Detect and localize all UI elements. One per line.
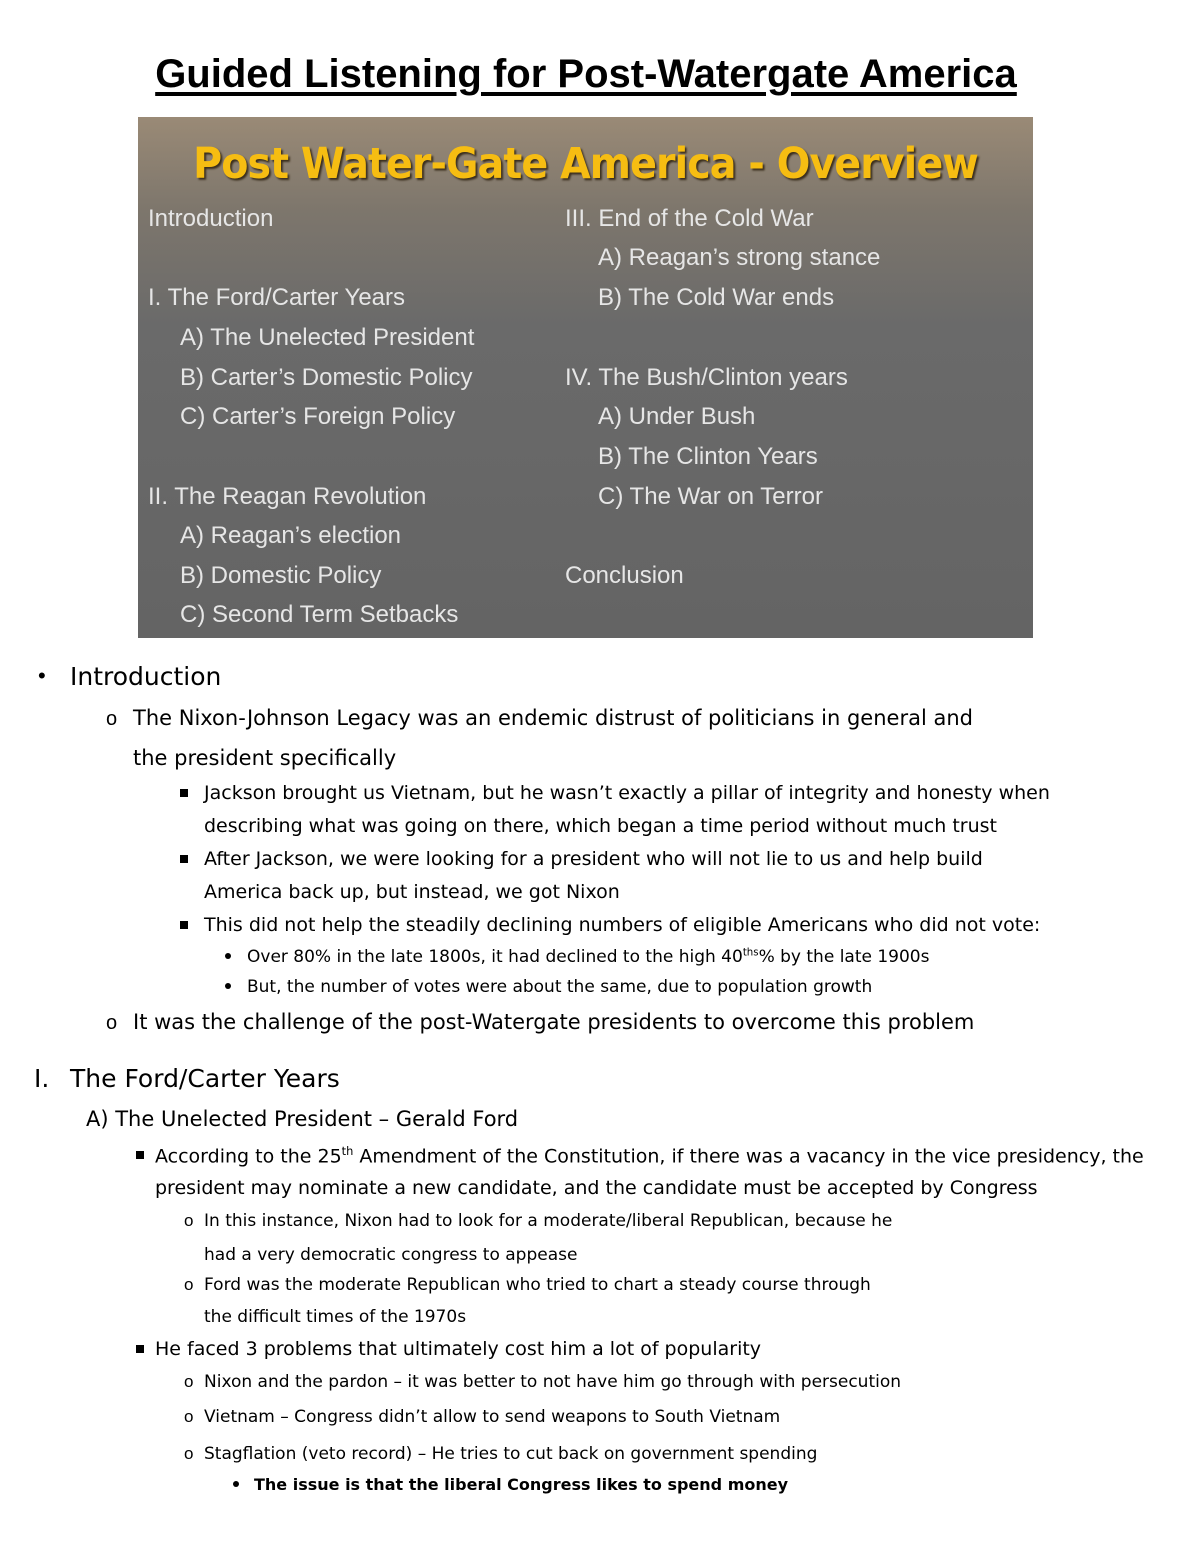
intro-detail-line: But, the number of votes were about the same, due to population growth [247,977,873,997]
section-detail-line: The issue is that the liberal Congress likes to spend money [254,1475,789,1494]
slide-right-item: A) Under Bush [598,403,756,430]
intro-point-line: The Nixon-Johnson Legacy was an endemic distrust of politicians in general and [133,706,973,730]
bullet-square-icon [180,921,188,929]
section-point-line: president may nominate a new candidate, and the candidate must be accepted by Congress [155,1177,1038,1199]
intro-detail-line: Over 80% in the late 1800s, it had declined to the high $40^{ths}\%$ by the late 1900s [247,947,930,967]
bullet-dot-icon [225,953,231,959]
slide-right-item: IV. The Bush/Clinton years [565,364,848,391]
slide-heading: Post Water-Gate America - Overview [193,139,978,189]
slide-left-item: B) Domestic Policy [180,562,382,589]
section-detail-line: In this instance, Nixon had to look for a moderate/liberal Republican, because he [204,1211,893,1231]
bullet-circle-icon: o [184,1372,194,1391]
slide-right-item: B) The Clinton Years [598,443,818,470]
slide-right-item: B) The Cold War ends [598,284,835,311]
slide-left-item: Introduction [148,205,274,232]
section-detail-line: Vietnam – Congress didn’t allow to send weapons to South Vietnam [204,1407,781,1427]
overview-slide-image [138,117,1033,638]
bullet-square-icon [136,1151,144,1159]
section-heading: The Ford/Carter Years [70,1064,340,1093]
section-detail-line: Nixon and the pardon – it was better to not have him go through with persecution [204,1372,902,1392]
slide-left-item: C) Second Term Setbacks [180,601,459,628]
intro-subpoint-line: describing what was going on there, which began a time period without much trust [204,815,997,837]
intro-point-line: It was the challenge of the post-Watergate presidents to overcome this problem [133,1010,975,1034]
intro-point-line: the president specifically [133,746,397,770]
slide-right-item: C) The War on Terror [598,483,823,510]
bullet-dot-icon [233,1481,239,1487]
section-point-line: According to the 25th Amendment of the Constitution, if there was a vacancy in the vice presidency, the [155,1144,1144,1168]
slide-right-item: A) Reagan’s strong stance [598,244,881,271]
bullet-square-icon [180,855,188,863]
document-title: Guided Listening for Post-Watergate America [155,52,1017,96]
bullet-dot-icon: • [38,663,46,688]
bullet-circle-icon: o [184,1211,194,1230]
slide-left-item: C) Carter’s Foreign Policy [180,403,456,430]
slide-left-item: II. The Reagan Revolution [148,483,427,510]
bullet-square-icon [180,789,188,797]
section-point-line: He faced 3 problems that ultimately cost him a lot of popularity [155,1338,762,1360]
section-detail-line: had a very democratic congress to appease [204,1245,578,1265]
bullet-circle-icon: o [106,1012,118,1034]
slide-right-item: III. End of the Cold War [565,205,814,232]
bullet-circle-icon: o [184,1407,194,1426]
section-detail-line: the difficult times of the 1970s [204,1307,467,1327]
bullet-circle-icon: o [184,1275,194,1294]
intro-subpoint-line: America back up, but instead, we got Nixon [204,881,620,903]
section-detail-line: Stagflation (veto record) – He tries to cut back on government spending [204,1444,818,1464]
bullet-circle-icon: o [106,708,118,730]
slide-left-item: I. The Ford/Carter Years [148,284,406,311]
intro-subpoint-line: Jackson brought us Vietnam, but he wasn’t exactly a pillar of integrity and honesty when [204,782,1050,804]
bullet-square-icon [136,1345,144,1353]
slide-left-item: B) Carter’s Domestic Policy [180,364,473,391]
section-numeral: I. [34,1064,50,1093]
bullet-circle-icon: o [184,1444,194,1463]
section-subheading: A) The Unelected President – Gerald Ford [86,1107,519,1131]
intro-subpoint-line: After Jackson, we were looking for a president who will not lie to us and help build [204,848,983,870]
intro-subpoint-line: This did not help the steadily declining numbers of eligible Americans who did not vote: [204,914,1041,936]
slide-left-item: A) Reagan’s election [180,522,402,549]
bullet-dot-icon [225,983,231,989]
slide-right-item: Conclusion [565,562,684,589]
intro-heading: Introduction [70,662,222,691]
slide-left-item: A) The Unelected President [180,324,475,351]
section-detail-line: Ford was the moderate Republican who tried to chart a steady course through [204,1275,871,1295]
